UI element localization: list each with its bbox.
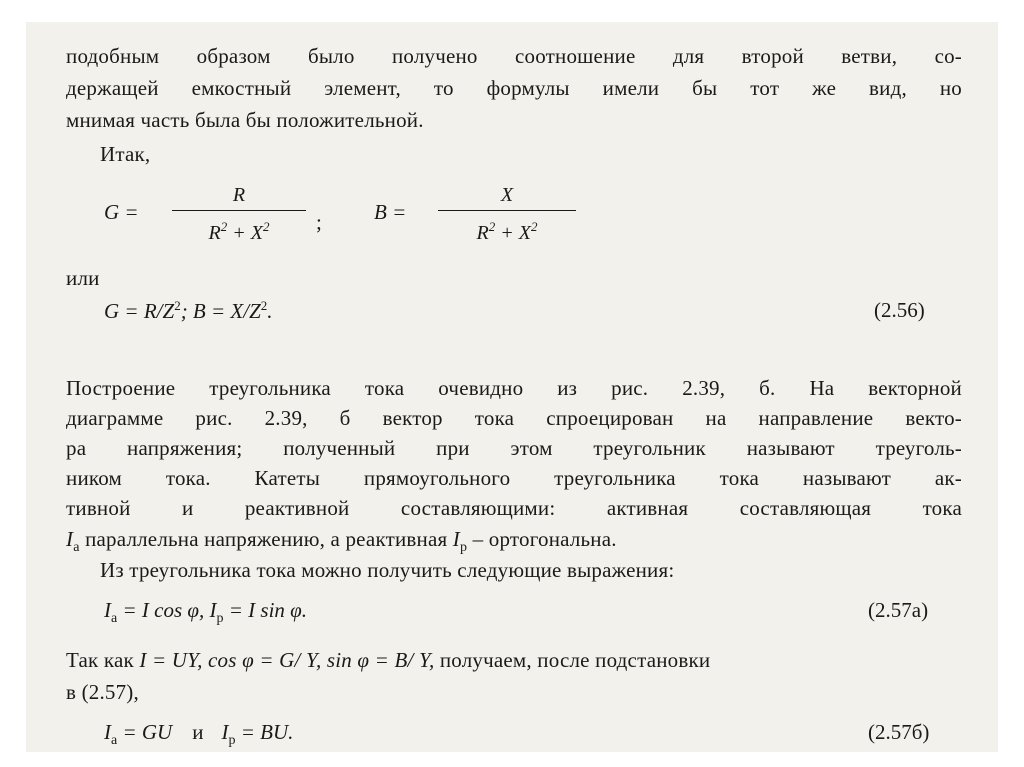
b-numerator: X xyxy=(500,184,514,206)
equation-2-57b: $I_а$ = GU и $I_р$ = BU. xyxy=(104,720,294,748)
equation-2-56: $G = R/Z^2$; $B = X/Z^2$. xyxy=(104,298,273,323)
g-numerator: R xyxy=(232,184,246,206)
scanned-page xyxy=(26,22,998,752)
g-fraction xyxy=(172,182,306,245)
equation-2-57a: $I_а = I$ cos φ, $I_р = I$ sin φ. xyxy=(104,598,308,626)
paragraph-2-line-4: ником тока. Катеты прямоугольного треугольника тока называют ак- xyxy=(66,466,962,490)
paragraph-2-line-3: ра напряжения; полученный при этом треугольник называют треуголь- xyxy=(66,436,962,460)
b-fraction-bar xyxy=(438,210,576,211)
paragraph-1-line-2: держащей емкостный элемент, то формулы имели бы тот же вид, но xyxy=(66,76,962,100)
paragraph-4-line-1: Так как I = UY, cos φ = G/ Y, sin φ = B/ Y, получаем, после подстановки xyxy=(66,648,711,672)
equation-number-2-57b: (2.57б) xyxy=(868,720,930,744)
g-label: G = xyxy=(104,200,139,224)
ili-label: или xyxy=(66,266,100,290)
paragraph-2-line-6: $I_а$ параллельна напряжению, а реактивная $I_р$ – ортогональна. xyxy=(66,527,617,555)
itak-label: Итак, xyxy=(100,142,151,166)
b-denominator: $R^2 + X^2$ xyxy=(476,219,538,244)
paragraph-1-line-1: подобным образом было получено соотношение для второй ветви, со- xyxy=(66,44,962,68)
equation-number-2-57a: (2.57а) xyxy=(868,598,929,622)
g-fraction-bar xyxy=(172,210,306,211)
b-label: B = xyxy=(374,200,407,224)
b-fraction xyxy=(438,182,576,245)
paragraph-4-line-2: в (2.57), xyxy=(66,680,139,704)
paragraph-2-line-5: тивной и реактивной составляющими: активная составляющая тока xyxy=(66,496,962,520)
paragraph-3: Из треугольника тока можно получить следующие выражения: xyxy=(100,558,675,582)
paragraph-2-line-2: диаграмме рис. 2.39, б вектор тока спроецирован на направление векто- xyxy=(66,406,962,430)
paragraph-2-line-1: Построение треугольника тока очевидно из рис. 2.39, б. На векторной xyxy=(66,376,962,400)
equation-number-2-56: (2.56) xyxy=(874,298,925,322)
paragraph-1-line-3: мнимая часть была бы положительной. xyxy=(66,108,424,132)
equation-separator: ; xyxy=(316,210,322,234)
g-denominator: $R^2 + X^2$ xyxy=(208,219,270,244)
